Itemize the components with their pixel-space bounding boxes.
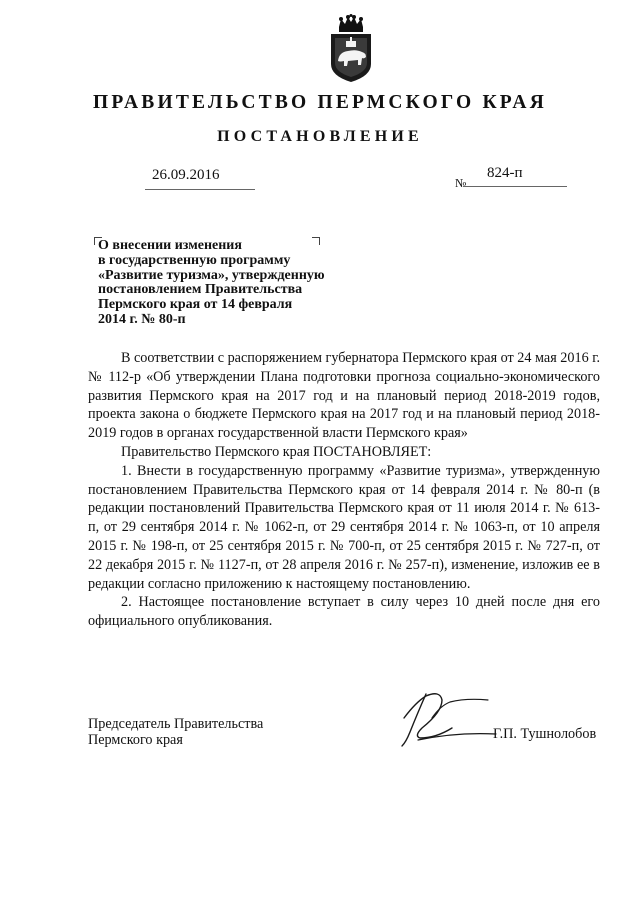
number-sign: № [455, 176, 467, 190]
body-paragraph-resolves: Правительство Пермского края ПОСТАНОВЛЯЕТ: [121, 443, 432, 460]
signatory-name: Г.П. Тушнолобов [493, 726, 597, 742]
handwritten-signature [396, 688, 506, 750]
signatory-position-line: Председатель Правительства [88, 716, 264, 732]
document-number: 824-п [487, 165, 523, 181]
subject-line: постановлением Правительства [98, 282, 303, 298]
body-paragraph-preamble: В соответствии с распоряжением губернатора Пермского края от 24 мая 2016 г. № 112-р «Об утверждении Плана подготовки прогноза социально-экономического развития Пермского края на 2017 год и на плановый период 2018-2019 годов, проекта закона о бюджете Пермского края на 2017 год и на плановый период 2018-2019 годов в органах государственной власти Пермского края» [88, 350, 600, 442]
body-paragraph-item-2: 2. Настоящее постановление вступает в силу через 10 дней после дня его официального опубликования. [88, 594, 600, 630]
document-type-title: ПОСТАНОВЛЕНИЕ [217, 128, 423, 145]
body-paragraph-item-1: 1. Внести в государственную программу «Развитие туризма», утвержденную постановлением Правительства Пермского края от 14 февраля 2014 г. № 80-п (в редакции постановлений Правительства Пермского края от 11 июля 2014 г. № 613-п, от 29 сентября 2014 г. № 1062-п, от 29 сентября 2014 г. № 1063-п, от 10 апреля 2015 г. № 198-п, от 25 сентября 2015 г. № 700-п, от 25 сентября 2015 г. № 727-п, от 22 декабря 2015 г. № 1127-п, от 28 апреля 2016 г. № 257-п), изменение, изложив ее в редакции согласно приложению к настоящему постановлению. [88, 462, 600, 592]
subject-line: Пермского края от 14 февраля [98, 297, 293, 313]
signatory-position-line: Пермского края [88, 732, 183, 748]
date-underline [145, 189, 255, 190]
number-underline [465, 186, 567, 187]
document-date: 26.09.2016 [152, 167, 220, 183]
subject-line: О внесении изменения [98, 238, 242, 253]
document-subject [98, 239, 358, 328]
perm-krai-coat-of-arms-icon [326, 14, 376, 84]
subject-line: 2014 г. № 80-п [98, 311, 186, 327]
organization-heading: ПРАВИТЕЛЬСТВО ПЕРМСКОГО КРАЯ [93, 92, 547, 113]
subject-line: «Развитие туризма», утвержденную [98, 267, 325, 283]
signatory-position [88, 716, 263, 748]
document-body [88, 349, 600, 631]
subject-line: в государственную программу [98, 252, 291, 268]
